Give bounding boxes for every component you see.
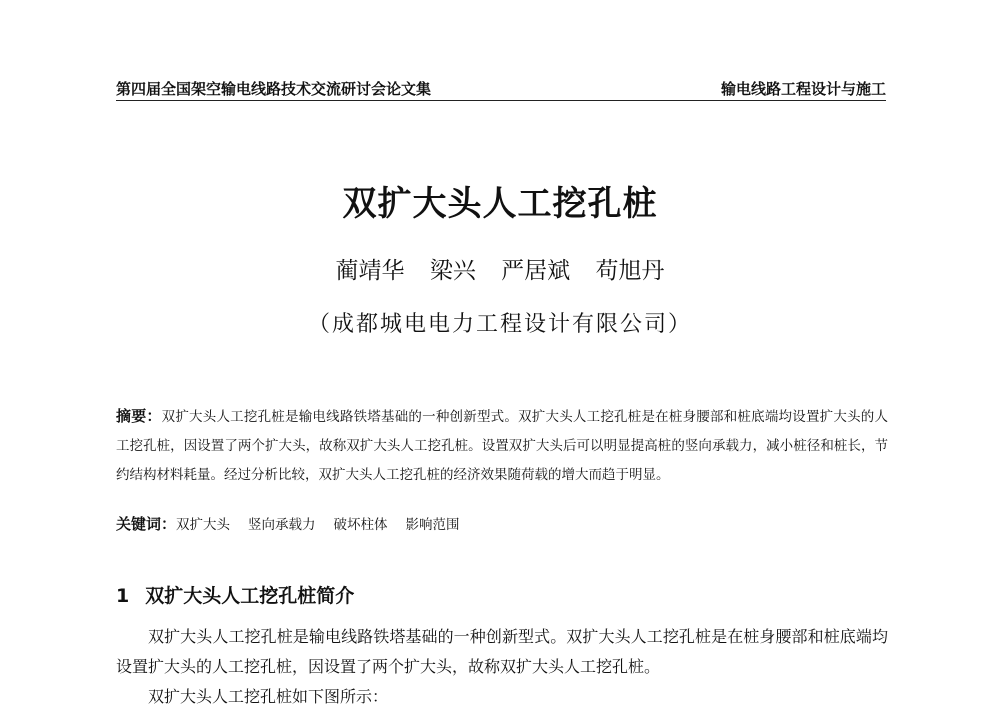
author-affiliation: （成都城电电力工程设计有限公司）	[307, 312, 692, 337]
keyword: 破坏柱体	[333, 517, 388, 533]
section-heading	[116, 581, 354, 608]
abstract	[116, 402, 888, 490]
paper-title: 双扩大头人工挖孔桩	[342, 184, 658, 224]
keyword: 双扩大头	[176, 517, 231, 533]
keyword: 影响范围	[405, 517, 460, 533]
keywords	[116, 513, 888, 534]
section-number: 1	[116, 585, 130, 607]
author-name: 严居斌	[501, 258, 571, 284]
body-text	[116, 622, 888, 712]
header-proceedings-title: 第四届全国架空输电线路技术交流研讨会论文集	[116, 80, 432, 98]
author-name: 苟旭丹	[595, 258, 665, 284]
running-header	[116, 78, 886, 101]
body-paragraph: 双扩大头人工挖孔桩是输电线路铁塔基础的一种创新型式。双扩大头人工挖孔桩是在桩身腰部和桩底端均设置扩大头的人工挖孔桩，因设置了两个扩大头，故称双扩大头人工挖孔桩。	[116, 627, 888, 676]
keywords-label: 关键词：	[116, 515, 177, 533]
author-name: 梁兴	[429, 258, 476, 284]
author-list	[0, 252, 1000, 285]
keyword: 竖向承载力	[248, 517, 316, 533]
header-section-title: 输电线路工程设计与施工	[720, 80, 886, 98]
author-name: 蔺靖华	[335, 258, 405, 284]
body-paragraph: 双扩大头人工挖孔桩如下图所示：	[148, 687, 389, 706]
section-title: 双扩大头人工挖孔桩简介	[145, 585, 355, 607]
abstract-label: 摘要：	[116, 407, 162, 425]
abstract-text: 双扩大头人工挖孔桩是输电线路铁塔基础的一种创新型式。双扩大头人工挖孔桩是在桩身腰部和桩底端均设置扩大头的人工挖孔桩，因设置了两个扩大头，故称双扩大头人工挖孔桩。设置双扩大头后可以明显提高桩的竖向承载力，减小桩径和桩长，节约结构材料耗量。经过分析比较，双扩大头人工挖孔桩的经济效果随荷载的增大而趋于明显。	[116, 409, 888, 483]
